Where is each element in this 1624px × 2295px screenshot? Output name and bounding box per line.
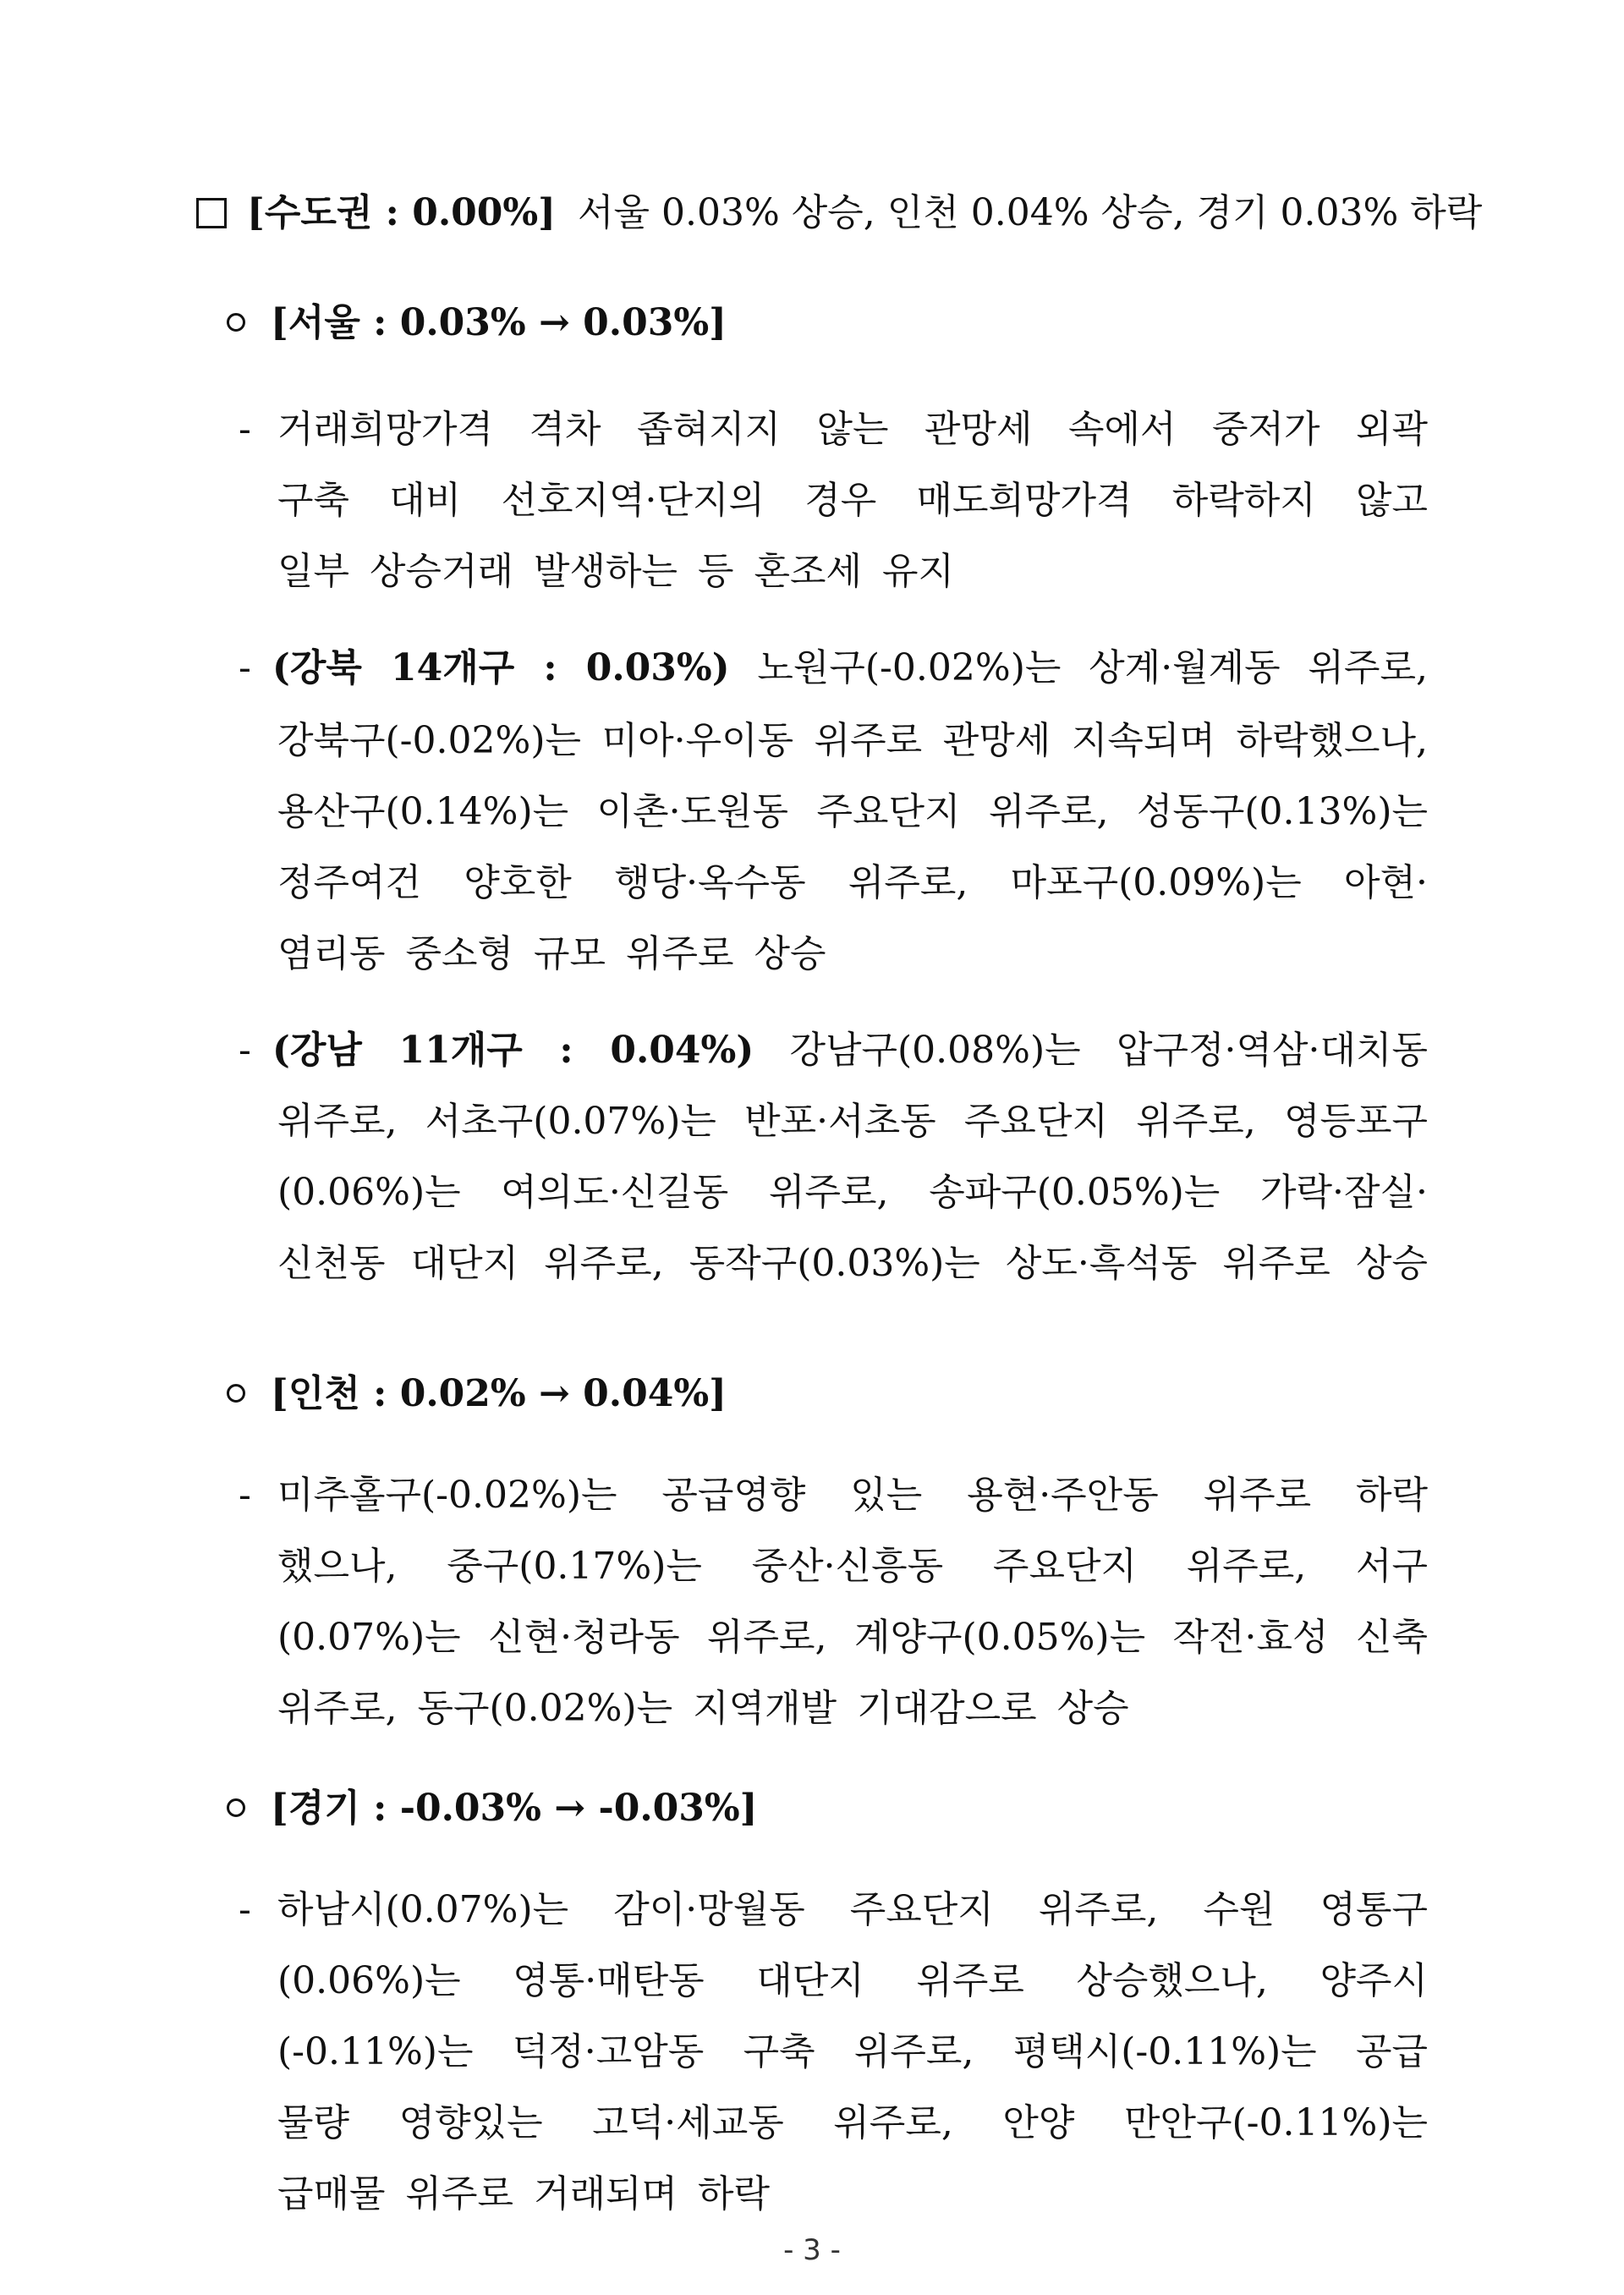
seoul-p1-line-3: 일부 상승거래 발생하는 등 혼조세 유지	[277, 550, 954, 593]
circle-bullet-icon	[227, 1798, 245, 1817]
incheon-line-2: 했으나, 중구(0.17%)는 중산·신흥동 주요단지 위주로, 서구	[277, 1545, 1428, 1588]
gyeonggi-title-row	[227, 1783, 758, 1834]
dash-bullet: -	[239, 646, 251, 689]
gangbuk-line-2: 강북구(-0.02%)는 미아·우이동 위주로 관망세 지속되며 하락했으나,	[277, 719, 1428, 762]
heading-text: 서울 0.03% 상승, 인천 0.04% 상승, 경기 0.03% 하락	[578, 191, 1483, 234]
gangnam-line-2: 위주로, 서초구(0.07%)는 반포·서초동 주요단지 위주로, 영등포구	[277, 1100, 1428, 1143]
dash-bullet: -	[239, 1474, 251, 1517]
gangnam-label: (강남 11개구 : 0.04%)	[272, 1029, 754, 1072]
gangbuk-line-4: 정주여건 양호한 행당·옥수동 위주로, 마포구(0.09%)는 아현·	[277, 861, 1428, 904]
gangbuk-line-1	[272, 643, 1428, 694]
gangbuk-line-5: 염리동 중소형 규모 위주로 상승	[277, 932, 826, 975]
heading-label: [수도권 : 0.00%]	[247, 191, 556, 234]
incheon-line-3: (0.07%)는 신현·청라동 위주로, 계양구(0.05%)는 작전·효성 신축	[277, 1616, 1428, 1659]
circle-bullet-icon	[227, 313, 245, 332]
gyeonggi-line-2: (0.06%)는 영통·매탄동 대단지 위주로 상승했으나, 양주시	[277, 1959, 1428, 2002]
dash-bullet: -	[239, 408, 251, 451]
section-heading	[196, 188, 1482, 239]
gangbuk-line-3: 용산구(0.14%)는 이촌·도원동 주요단지 위주로, 성동구(0.13%)는	[277, 790, 1428, 833]
gyeonggi-title: [경기 : -0.03% → -0.03%]	[271, 1787, 758, 1830]
gyeonggi-line-1: 하남시(0.07%)는 감이·망월동 주요단지 위주로, 수원 영통구	[277, 1888, 1428, 1931]
gangbuk-first: 노원구(-0.02%)는 상계·월계동 위주로,	[757, 646, 1428, 689]
gangnam-first: 강남구(0.08%)는 압구정·역삼·대치동	[789, 1029, 1428, 1072]
incheon-line-1: 미추홀구(-0.02%)는 공급영향 있는 용현·주안동 위주로 하락	[277, 1474, 1428, 1517]
incheon-title-row	[227, 1369, 727, 1419]
page-number: - 3 -	[783, 2233, 841, 2267]
gangbuk-label: (강북 14개구 : 0.03%)	[272, 646, 730, 689]
dash-bullet: -	[239, 1029, 251, 1072]
gyeonggi-line-4: 물량 영향있는 고덕·세교동 위주로, 안양 만안구(-0.11%)는	[277, 2101, 1428, 2144]
gangnam-line-1	[272, 1025, 1428, 1076]
seoul-title: [서울 : 0.03% → 0.03%]	[271, 301, 727, 344]
seoul-p1-line-2: 구축 대비 선호지역·단지의 경우 매도희망가격 하락하지 않고	[277, 479, 1428, 522]
incheon-line-4: 위주로, 동구(0.02%)는 지역개발 기대감으로 상승	[277, 1687, 1129, 1730]
gangnam-line-4: 신천동 대단지 위주로, 동작구(0.03%)는 상도·흑석동 위주로 상승	[277, 1242, 1428, 1285]
seoul-title-row	[227, 298, 727, 349]
checkbox-square-icon	[196, 198, 227, 228]
gyeonggi-line-5: 급매물 위주로 거래되며 하락	[277, 2172, 771, 2215]
gyeonggi-line-3: (-0.11%)는 덕정·고암동 구축 위주로, 평택시(-0.11%)는 공급	[277, 2030, 1428, 2073]
circle-bullet-icon	[227, 1384, 245, 1403]
gangnam-line-3: (0.06%)는 여의도·신길동 위주로, 송파구(0.05%)는 가락·잠실·	[277, 1171, 1428, 1214]
dash-bullet: -	[239, 1888, 251, 1931]
incheon-title: [인천 : 0.02% → 0.04%]	[271, 1372, 727, 1415]
seoul-p1-line-1: 거래희망가격 격차 좁혀지지 않는 관망세 속에서 중저가 외곽	[277, 408, 1428, 451]
